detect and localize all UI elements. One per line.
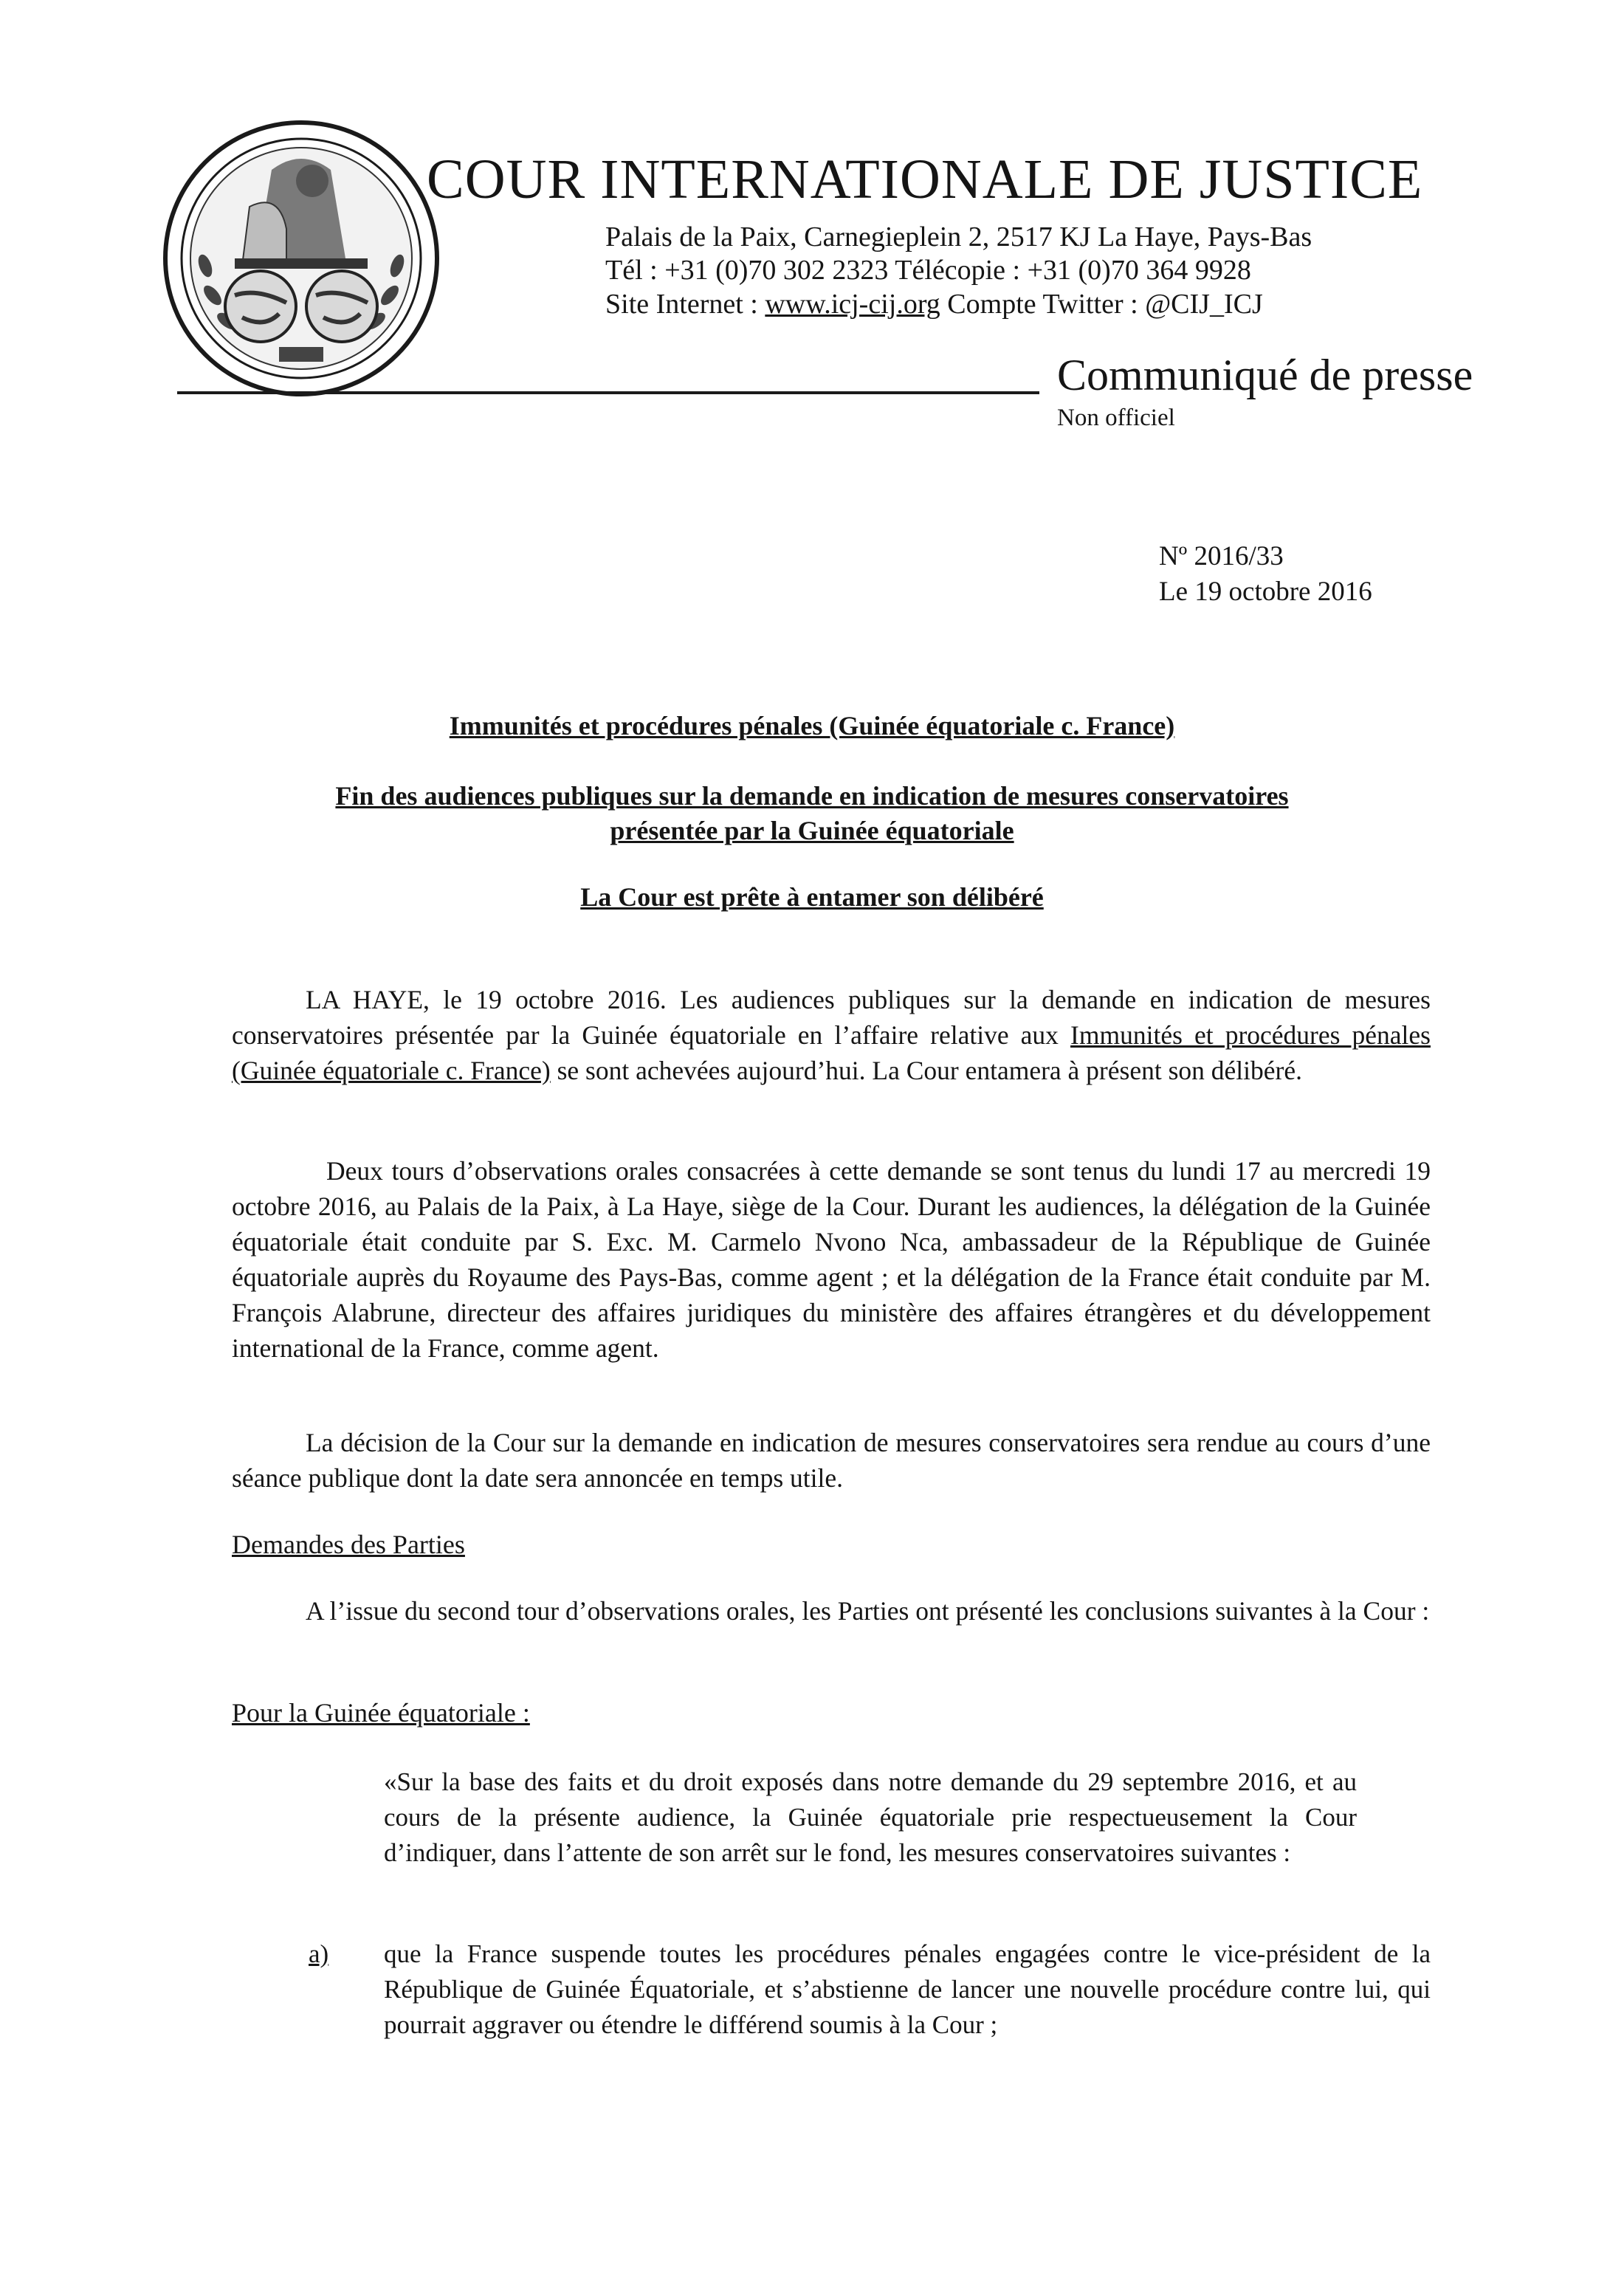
section-label-demands: Demandes des Parties (232, 1530, 465, 1559)
quote-text: «Sur la base des faits et du droit exposés dans notre demande du 29 septembre 2016, et au cours de la présente audience, la Guinée équatoriale prie respectueusement la Cour d’indiquer, dans l’attente de son arrêt sur le fond, les mesures conservatoires suivantes : (384, 1767, 1357, 1867)
conclusion-quote (384, 1764, 1357, 1871)
deliberation-heading: La Cour est prête à entamer son délibéré (580, 882, 1044, 912)
twitter-handle: Compte Twitter : @CIJ_ICJ (940, 289, 1263, 320)
paragraph-1 (232, 982, 1431, 1088)
party-label-equatorial-guinea: Pour la Guinée équatoriale : (232, 1698, 530, 1728)
court-phone-fax: Tél : +31 (0)70 302 2323 Télécopie : +31 (0)70 364 9928 (605, 255, 1251, 286)
p1-text-a: LA HAYE, le 19 octobre 2016. Les audiences publiques sur la demande en indication de mesures conservatoires présentée par la Guinée équatoriale en l’affaire relative aux (232, 985, 1431, 1050)
press-release-status: Non officiel (1057, 405, 1175, 431)
p3-text: La décision de la Cour sur la demande en indication de mesures conservatoires sera rendue au cours d’une séance publique dont la date sera annoncée en temps utile. (232, 1428, 1431, 1493)
court-web-twitter (605, 290, 1263, 318)
list-item-a-letter: a) (309, 1939, 329, 1968)
release-date: Le 19 octobre 2016 (1159, 577, 1372, 607)
release-number: Nº 2016/33 (1159, 541, 1284, 571)
paragraph-2 (232, 1153, 1431, 1366)
web-label: Site Internet : (605, 289, 765, 320)
court-address: Palais de la Paix, Carnegieplein 2, 2517 KJ La Haye, Pays-Bas (605, 221, 1312, 252)
paragraph-4 (232, 1593, 1431, 1629)
court-seal-logo (161, 118, 441, 399)
p4-text: A l’issue du second tour d’observations orales, les Parties ont présenté les conclusions suivantes à la Cour : (306, 1596, 1430, 1626)
court-title: COUR INTERNATIONALE DE JUSTICE (427, 148, 1423, 210)
subheading-line-2: présentée par la Guinée équatoriale (610, 816, 1014, 845)
website-link[interactable]: www.icj-cij.org (765, 289, 940, 320)
list-item-a-text: que la France suspende toutes les procédures pénales engagées contre le vice-président de la République de Guinée Équatoriale, et s’abstienne de lancer une nouvelle procédure contre lui, qui pourrait aggraver ou étendre le différend soumis à la Cour ; (384, 1939, 1431, 2039)
press-release-title: Communiqué de presse (1057, 351, 1473, 399)
header-divider (177, 391, 1039, 394)
paragraph-3 (232, 1425, 1431, 1496)
case-heading: Immunités et procédures pénales (Guinée équatoriale c. France) (449, 711, 1175, 740)
subheading-line-1: Fin des audiences publiques sur la demande en indication de mesures conservatoires (335, 781, 1289, 811)
case-link[interactable]: Immunités et procédures pénales (Guinée équatoriale c. France) (232, 1020, 1431, 1085)
p2-text: Deux tours d’observations orales consacrées à cette demande se sont tenus du lundi 17 au mercredi 19 octobre 2016, au Palais de la Paix, à La Haye, siège de la Cour. Durant les audiences, la délégation de la Guinée équatoriale était conduite par S. Exc. M. Carmelo Nvono Nca, ambassadeur de la République de Guinée équatoriale auprès du Royaume des Pays-Bas, comme agent ; et la délégation de la France était conduite par M. François Alabrune, directeur des affaires juridiques du ministère des affaires étrangères et du développement international de la France, comme agent. (232, 1156, 1431, 1363)
p1-text-b: se sont achevées aujourd’hui. La Cour entamera à présent son délibéré. (550, 1056, 1302, 1085)
